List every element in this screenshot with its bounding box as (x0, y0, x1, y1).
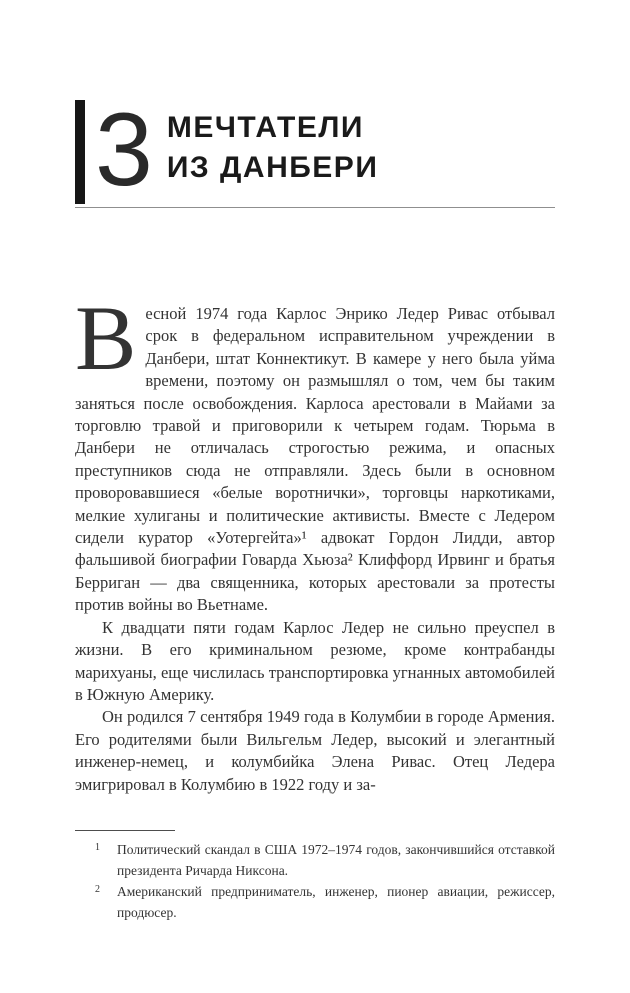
chapter-title-line2: ИЗ ДАНБЕРИ (166, 151, 379, 184)
paragraph-1-text: есной 1974 года Карлос Энрико Ледер Ривас отбывал срок в федеральном исправительном учреждении в Данбери, штат Коннектикут. В камере у него была уйма времени, поэтому он размышлял о том, чем бы таким заняться после освобождения. Карлоса арестовали в Майами за торговлю травой и приговорили к четырем годам. Тюрьма в Данбери не отличалась строгостью режима, и опасных преступников сюда не отправляли. Здесь были в основном проворовавшиеся «белые воротнички», торговцы наркотиками, мелкие хулиганы и политические активисты. Вместе с Ледером сидели куратор «Уотергейта»¹ адвокат Гордон Лидди, автор фальшивой биографии Говарда Хьюза² Клиффорд Ирвинг и братья Берриган — два священника, которых арестовали за протесты против войны во Вьетнаме. (75, 304, 555, 615)
paragraph-3: Он родился 7 сентября 1949 года в Колумбии в городе Армения. Его родителями были Вильгельм Ледер, высокий и элегантный инженер-немец, и колумбийка Элена Ривас. Отец Ледера эмигрировал в Колумбию в 1922 году и за- (75, 707, 555, 794)
chapter-title (167, 100, 379, 204)
body-text (75, 287, 555, 796)
footnote-2 (75, 882, 555, 922)
footnote-1 (75, 840, 555, 880)
drop-cap: В (75, 287, 137, 389)
footnotes (75, 830, 555, 924)
chapter-number: 3 (95, 92, 153, 208)
chapter-accent-bar (75, 100, 85, 204)
footnote-1-text: Политический скандал в США 1972–1974 годов, закончившийся отставкой президента Ричарда Никсона. (117, 842, 555, 878)
footnote-separator (75, 830, 175, 831)
paragraph-2: К двадцати пяти годам Карлос Ледер не сильно преуспел в жизни. В его криминальном резюме, кроме контрабанды марихуаны, еще числилась транспортировка угнанных автомобилей в Южную Америку. (75, 617, 555, 704)
paragraph-1 (75, 287, 555, 617)
footnote-1-marker: 1 (95, 842, 100, 853)
footnote-2-text: Американский предприниматель, инженер, пионер авиации, режиссер, продюсер. (117, 884, 555, 920)
chapter-header (75, 92, 555, 208)
footnote-2-marker: 2 (95, 884, 100, 895)
chapter-title-line1: МЕЧТАТЕЛИ (166, 111, 364, 144)
